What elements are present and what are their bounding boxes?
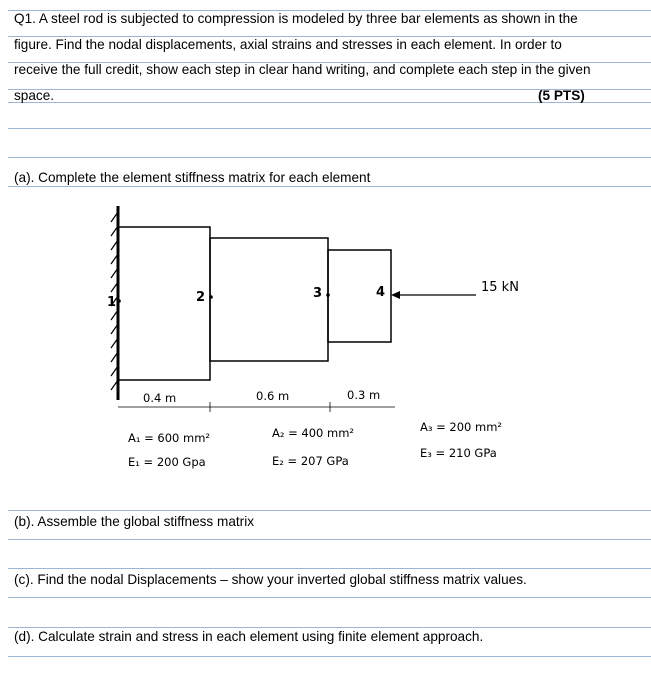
node-3-label: 3 (313, 286, 323, 301)
element-2-modulus: E₂ = 207 GPa (272, 454, 349, 468)
points-label: (5 PTS) (538, 88, 585, 103)
question-line-3: receive the full credit, show each step in clear hand writing, and complete each step in the given (14, 62, 591, 77)
part-c-heading: (c). Find the nodal Displacements – show your inverted global stiffness matrix values. (14, 572, 527, 587)
load-label: 15 kN (481, 280, 519, 295)
element-1-area: A₁ = 600 mm² (128, 431, 211, 445)
length-3-label: 0.3 m (347, 388, 381, 402)
question-line-2: figure. Find the nodal displacements, axial strains and stresses in each element. In order to (14, 37, 562, 52)
element-3-modulus: E₃ = 210 GPa (420, 446, 497, 460)
element-2-bar (210, 238, 328, 361)
question-line-1: Q1. A steel rod is subjected to compression is modeled by three bar elements as shown in the (14, 11, 578, 26)
length-2-label: 0.6 m (256, 389, 290, 403)
part-d-heading: (d). Calculate strain and stress in each element using finite element approach. (14, 629, 484, 644)
node-2-label: 2 (196, 290, 206, 305)
part-a-heading: (a). Complete the element stiffness matrix for each element (14, 170, 371, 185)
element-3-area: A₃ = 200 mm² (420, 420, 503, 434)
load-arrowhead (391, 291, 400, 299)
length-1-label: 0.4 m (143, 391, 177, 405)
node-1-label: 1 (107, 295, 117, 310)
question-line-4: space. (14, 88, 55, 103)
node-4-label: 4 (376, 285, 386, 300)
element-2-area: A₂ = 400 mm² (272, 426, 355, 440)
part-b-heading: (b). Assemble the global stiffness matrix (14, 514, 255, 529)
element-1-modulus: E₁ = 200 Gpa (128, 455, 206, 469)
